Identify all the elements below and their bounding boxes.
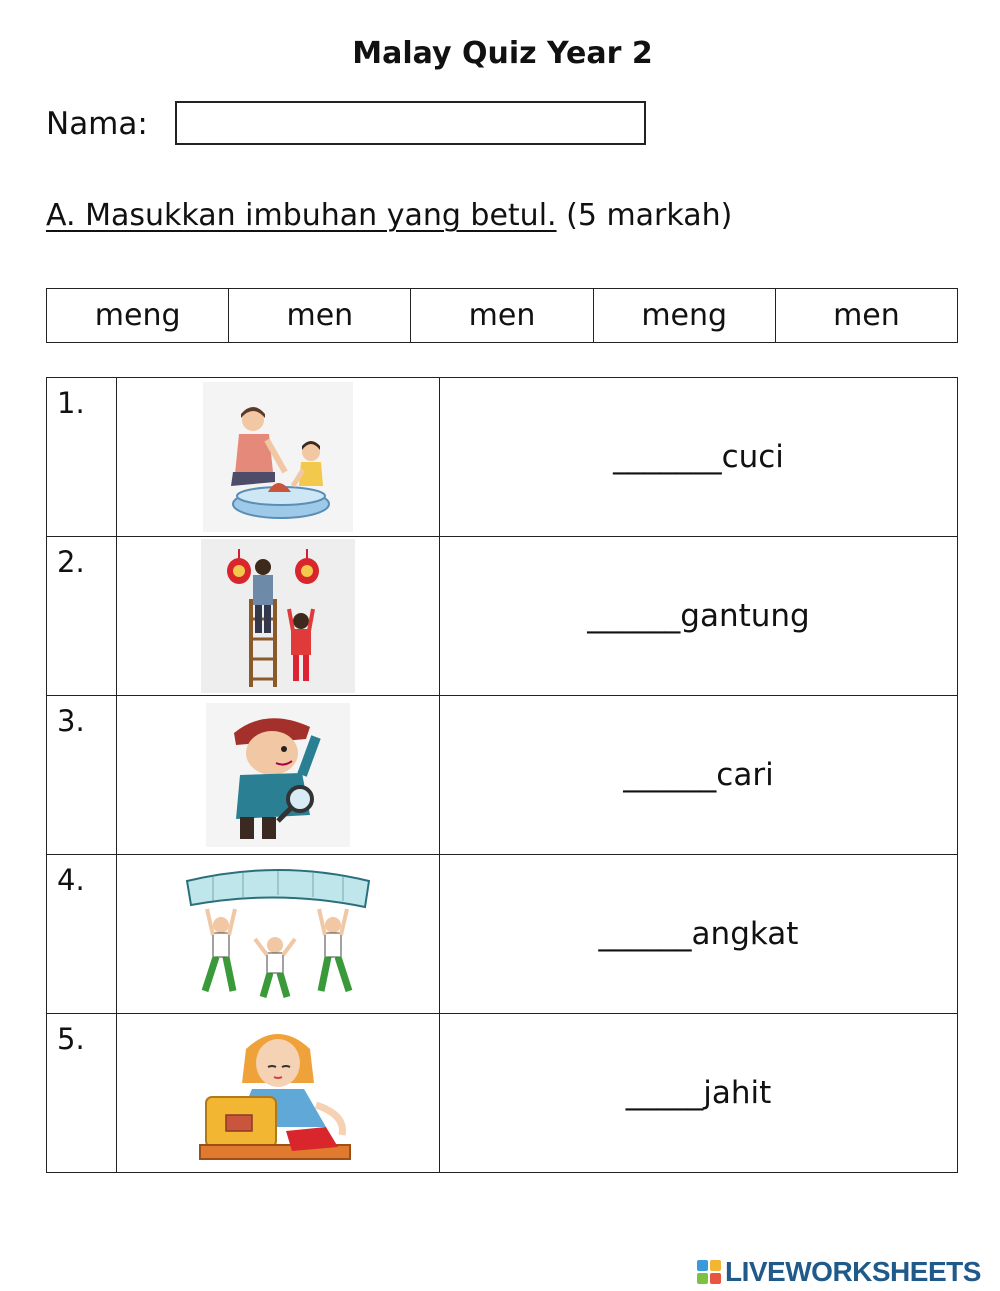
word-bank-item[interactable]: men <box>411 289 593 343</box>
name-label: Nama: <box>46 106 148 142</box>
question-image-cell <box>117 1014 440 1173</box>
logo-text: LIVEWORKSHEETS <box>725 1256 981 1287</box>
root-word: gantung <box>680 598 810 634</box>
answer-blank[interactable]: _______ <box>613 439 722 475</box>
word-bank <box>46 288 958 343</box>
answer-cell[interactable] <box>440 696 958 855</box>
question-row <box>47 537 958 696</box>
logo-square <box>697 1260 708 1271</box>
logo-square <box>710 1273 721 1284</box>
liveworksheets-logo-icon <box>697 1260 721 1284</box>
question-row <box>47 1014 958 1173</box>
root-word: angkat <box>691 916 799 952</box>
section-instruction: A. Masukkan imbuhan yang betul. <box>46 198 557 233</box>
answer-blank[interactable]: _____ <box>625 1075 704 1111</box>
washing-clothes-illustration <box>203 382 353 532</box>
answer-cell[interactable] <box>440 378 958 537</box>
logo-square <box>710 1260 721 1271</box>
word-bank-item[interactable]: men <box>229 289 411 343</box>
question-row <box>47 378 958 537</box>
question-number: 3. <box>47 696 117 855</box>
page-title: Malay Quiz Year 2 <box>352 36 653 71</box>
sewing-illustration <box>196 1019 360 1167</box>
root-word: cari <box>716 757 774 793</box>
name-input[interactable] <box>175 101 646 145</box>
answer-blank[interactable]: ______ <box>587 598 681 634</box>
question-number: 2. <box>47 537 117 696</box>
question-number: 5. <box>47 1014 117 1173</box>
root-word: jahit <box>703 1075 772 1111</box>
lifting-mattress-illustration <box>183 863 373 1005</box>
answer-cell[interactable] <box>440 1014 958 1173</box>
answer-cell[interactable] <box>440 537 958 696</box>
question-number: 1. <box>47 378 117 537</box>
answer-blank[interactable]: ______ <box>598 916 692 952</box>
question-image-cell <box>117 696 440 855</box>
root-word: cuci <box>721 439 784 475</box>
logo-square <box>697 1273 708 1284</box>
hanging-lanterns-illustration <box>201 539 355 693</box>
question-table <box>46 377 958 1173</box>
answer-blank[interactable]: ______ <box>623 757 717 793</box>
magnifying-glass-illustration <box>206 703 350 847</box>
answer-cell[interactable] <box>440 855 958 1014</box>
question-number: 4. <box>47 855 117 1014</box>
question-image-cell <box>117 537 440 696</box>
word-bank-item[interactable]: meng <box>593 289 775 343</box>
section-marks: (5 markah) <box>566 198 733 233</box>
question-image-cell <box>117 378 440 537</box>
question-row <box>47 696 958 855</box>
question-image-cell <box>117 855 440 1014</box>
word-bank-item[interactable]: men <box>775 289 957 343</box>
word-bank-item[interactable]: meng <box>47 289 229 343</box>
section-heading <box>46 198 732 233</box>
question-row <box>47 855 958 1014</box>
liveworksheets-logo <box>697 1256 981 1288</box>
